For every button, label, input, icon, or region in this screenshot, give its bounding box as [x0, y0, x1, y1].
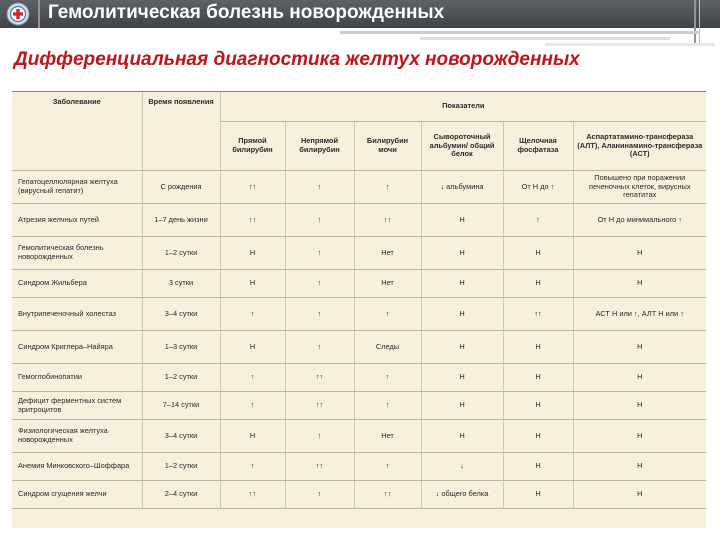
cell-albumin: Н — [421, 420, 503, 453]
cell-indirect-bilirubin: ↑ — [285, 171, 354, 204]
header-decor-line — [545, 43, 715, 46]
cell-transaminases: Н — [573, 237, 706, 270]
cell-transaminases: АСТ Н или ↑, АЛТ Н или ↑ — [573, 298, 706, 331]
cell-alkaline-phosphatase: Н — [503, 392, 573, 420]
header-indicators: Показатели — [220, 92, 706, 122]
cell-albumin: ↓ альбумина — [421, 171, 503, 204]
cell-onset: 1–2 сутки — [142, 453, 220, 481]
cell-direct-bilirubin: Н — [220, 270, 285, 298]
cell-alkaline-phosphatase: Н — [503, 331, 573, 364]
cell-urine-bilirubin: Следы — [354, 331, 421, 364]
cell-alkaline-phosphatase: Н — [503, 364, 573, 392]
cell-alkaline-phosphatase: От Н до ↑ — [503, 171, 573, 204]
cell-direct-bilirubin: ↑↑ — [220, 171, 285, 204]
cell-transaminases: От Н до минимального ↑ — [573, 204, 706, 237]
page-subtitle: Дифференциальная диагностика желтух новорожденных — [14, 49, 580, 70]
cell-albumin: ↓ — [421, 453, 503, 481]
cell-transaminases: Н — [573, 420, 706, 453]
cell-disease: Гепатоцеллюлярная желтуха (вирусный гепатит) — [12, 171, 142, 204]
table-row — [12, 420, 706, 453]
cell-direct-bilirubin: ↑ — [220, 298, 285, 331]
cell-transaminases: Повышено при поражении печеночных клеток, вирусных гепатитах — [573, 171, 706, 204]
cell-urine-bilirubin: Нет — [354, 237, 421, 270]
table-row — [12, 171, 706, 204]
cell-direct-bilirubin: ↑↑ — [220, 481, 285, 509]
cell-onset: 2–4 сутки — [142, 481, 220, 509]
header-alkaline-phosphatase: Щелочная фосфатаза — [503, 122, 573, 171]
header-bar — [0, 0, 720, 28]
cell-indirect-bilirubin: ↑ — [285, 420, 354, 453]
table-row — [12, 364, 706, 392]
cell-direct-bilirubin: ↑ — [220, 392, 285, 420]
cell-onset: 3–4 сутки — [142, 298, 220, 331]
cell-transaminases: Н — [573, 270, 706, 298]
header-indirect-bilirubin: Непрямой билирубин — [285, 122, 354, 171]
cell-albumin: Н — [421, 364, 503, 392]
cell-indirect-bilirubin: ↑↑ — [285, 364, 354, 392]
cell-indirect-bilirubin: ↑↑ — [285, 453, 354, 481]
header-direct-bilirubin: Прямой билирубин — [220, 122, 285, 171]
table-row — [12, 481, 706, 509]
header-divider — [38, 0, 40, 28]
table-row — [12, 237, 706, 270]
header-disease: Заболевание — [12, 92, 142, 171]
header-onset: Время появления — [142, 92, 220, 171]
header-albumin: Сывороточный альбумин/ общий белок — [421, 122, 503, 171]
cell-albumin: Н — [421, 270, 503, 298]
cell-alkaline-phosphatase: Н — [503, 237, 573, 270]
cell-onset: С рождения — [142, 171, 220, 204]
cell-alkaline-phosphatase: ↑ — [503, 204, 573, 237]
table-row — [12, 392, 706, 420]
medical-cross-logo-icon — [4, 0, 34, 28]
cell-transaminases: Н — [573, 453, 706, 481]
cell-onset: 3 сутки — [142, 270, 220, 298]
cell-urine-bilirubin: Нет — [354, 270, 421, 298]
cell-urine-bilirubin: Нет — [354, 420, 421, 453]
table-row — [12, 331, 706, 364]
cell-urine-bilirubin: ↑ — [354, 392, 421, 420]
cell-disease: Гемолитическая болезнь новорожденных — [12, 237, 142, 270]
cell-transaminases: Н — [573, 331, 706, 364]
cell-urine-bilirubin: ↑↑ — [354, 204, 421, 237]
diagnosis-table-container — [12, 91, 706, 528]
cell-indirect-bilirubin: ↑ — [285, 481, 354, 509]
differential-diagnosis-table — [12, 92, 706, 509]
cell-onset: 7–14 сутки — [142, 392, 220, 420]
header-decor-line — [694, 0, 696, 46]
header-urine-bilirubin: Билирубин мочи — [354, 122, 421, 171]
cell-disease: Внутрипеченочный холестаз — [12, 298, 142, 331]
table-row — [12, 270, 706, 298]
header-decor-line — [699, 0, 700, 46]
cell-indirect-bilirubin: ↑ — [285, 331, 354, 364]
cell-transaminases: Н — [573, 481, 706, 509]
cell-direct-bilirubin: Н — [220, 420, 285, 453]
cell-disease: Дефицит ферментных систем эритроцитов — [12, 392, 142, 420]
cell-transaminases: Н — [573, 392, 706, 420]
cell-indirect-bilirubin: ↑ — [285, 237, 354, 270]
header-decor-line — [340, 31, 700, 34]
header-transaminases: Аспартатамино-трансфераза (АЛТ), Аланинамино-трансфераза (АСТ) — [573, 122, 706, 171]
cell-disease: Анемия Минковского–Шоффара — [12, 453, 142, 481]
cell-albumin: Н — [421, 237, 503, 270]
cell-direct-bilirubin: ↑↑ — [220, 204, 285, 237]
cell-urine-bilirubin: ↑ — [354, 453, 421, 481]
cell-albumin: Н — [421, 392, 503, 420]
cell-transaminases: Н — [573, 364, 706, 392]
cell-onset: 1–2 сутки — [142, 364, 220, 392]
cell-alkaline-phosphatase: Н — [503, 420, 573, 453]
cell-albumin: ↓ общего белка — [421, 481, 503, 509]
cell-indirect-bilirubin: ↑ — [285, 204, 354, 237]
cell-onset: 3–4 сутки — [142, 420, 220, 453]
cell-albumin: Н — [421, 204, 503, 237]
cell-direct-bilirubin: Н — [220, 237, 285, 270]
cell-alkaline-phosphatase: Н — [503, 270, 573, 298]
cell-urine-bilirubin: ↑ — [354, 298, 421, 331]
cell-alkaline-phosphatase: Н — [503, 453, 573, 481]
cell-direct-bilirubin: ↑ — [220, 364, 285, 392]
cell-disease: Синдром сгущения желчи — [12, 481, 142, 509]
cell-urine-bilirubin: ↑ — [354, 171, 421, 204]
cell-disease: Синдром Криглера–Найяра — [12, 331, 142, 364]
table-row — [12, 204, 706, 237]
cell-direct-bilirubin: Н — [220, 331, 285, 364]
cell-onset: 1–2 сутки — [142, 237, 220, 270]
cell-disease: Гемоглобинопатии — [12, 364, 142, 392]
cell-alkaline-phosphatase: Н — [503, 481, 573, 509]
cell-disease: Синдром Жильбера — [12, 270, 142, 298]
cell-onset: 1–3 сутки — [142, 331, 220, 364]
cell-urine-bilirubin: ↑ — [354, 364, 421, 392]
cell-indirect-bilirubin: ↑↑ — [285, 392, 354, 420]
cell-albumin: Н — [421, 298, 503, 331]
cell-urine-bilirubin: ↑↑ — [354, 481, 421, 509]
cell-disease: Атрезия желчных путей — [12, 204, 142, 237]
cell-disease: Физиологическая желтуха новорожденных — [12, 420, 142, 453]
cell-direct-bilirubin: ↑ — [220, 453, 285, 481]
cell-alkaline-phosphatase: ↑↑ — [503, 298, 573, 331]
cell-albumin: Н — [421, 331, 503, 364]
header-decor-line — [420, 37, 670, 40]
table-row — [12, 453, 706, 481]
table-row — [12, 298, 706, 331]
slide-title: Гемолитическая болезнь новорожденных — [48, 2, 445, 23]
cell-indirect-bilirubin: ↑ — [285, 270, 354, 298]
cell-indirect-bilirubin: ↑ — [285, 298, 354, 331]
cell-onset: 1–7 день жизни — [142, 204, 220, 237]
